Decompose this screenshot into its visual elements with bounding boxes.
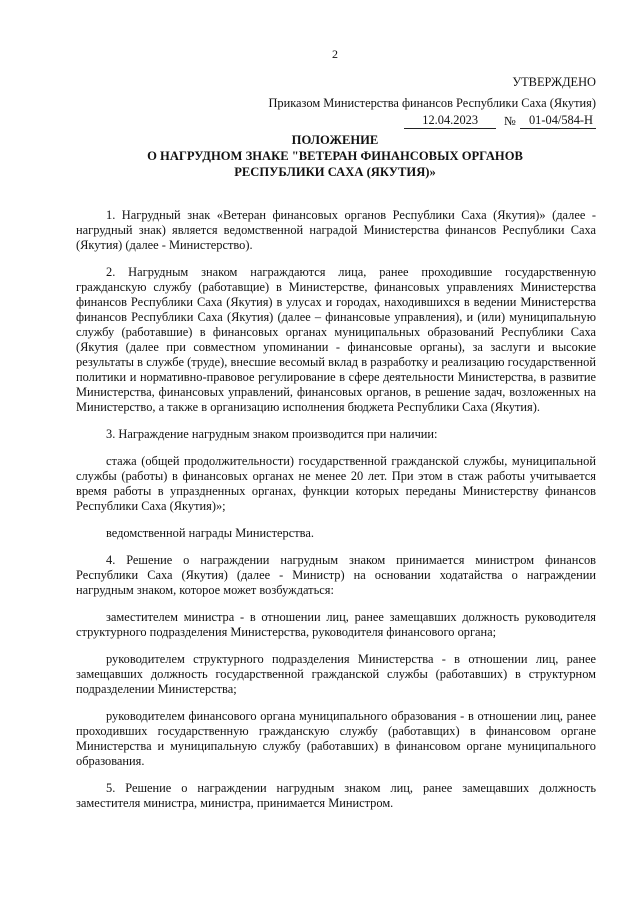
title-line-3: РЕСПУБЛИКИ САХА (ЯКУТИЯ)» — [234, 165, 436, 179]
order-date-number — [404, 113, 596, 129]
paragraph: руководителем финансового органа муниципального образования - в отношении лиц, ранее проходивших государственную гражданскую службу (работавщих) в финансовом органе Министерства и муниципальную службу (работавших) в финансовом органе муниципального образования. — [76, 709, 596, 768]
number-sign: № — [504, 114, 516, 128]
approved-label: УТВЕРЖДЕНО — [512, 75, 596, 89]
paragraph: руководителем структурного подразделения Министерства - в отношении лиц, ранее замещавших должность государственной гражданской службы (работавших) в структурном подразделении Министерства; — [76, 652, 596, 696]
title-line-2: О НАГРУДНОМ ЗНАКЕ "ВЕТЕРАН ФИНАНСОВЫХ ОРГАНОВ — [147, 149, 523, 163]
paragraph: 4. Решение о награждении нагрудным знаком принимается министром финансов Республики Саха (Якутия) (далее - Министр) на основании ходатайства о награждении нагрудным знаком, которое может возбуждаться: — [76, 553, 596, 597]
document-body — [76, 208, 596, 823]
title-line-1: ПОЛОЖЕНИЕ — [291, 133, 379, 147]
paragraph: стажа (общей продолжительности) государственной гражданской службы, муниципальной службы (работы) в финансовых органах не менее 20 лет. При этом в стаж работы учитывается время работы в упраздненных органах, функции которых переданы Министерству финансов Республики Саха (Якутия)»; — [76, 454, 596, 513]
approval-stamp — [268, 72, 596, 114]
paragraph: 1. Нагрудный знак «Ветеран финансовых органов Республики Саха (Якутия)» (далее - нагрудный знак) является ведомственной наградой Министерства финансов Республики Саха (Якутия) (далее - Министерство). — [76, 208, 596, 252]
paragraph: 2. Нагрудным знаком награждаются лица, ранее проходившие государственную гражданскую службу (работавщие) в Министерстве, финансовых управлениях Министерства финансов Республики Саха (Якутия) в улусах и городах, находившихся в ведении Министерства финансов Республики Саха (Якутия) (далее – финансовые управления), и (или) муниципальную службу (работавшие) в финансовых органах муниципальных образований Республики Саха (Якутия (далее при совместном упоминании - финансовые органы), за заслуги и высокие результаты в службе (труде), внесшие весомый вклад в разработку и реализацию государственной политики и нормативно-правовое регулирование в сфере деятельности Министерства, в развитие Министерства, финансовых управлений, финансовых органов, в решение задач, возложенных на Министерство, а также в организацию исполнения бюджета Республики Саха (Якутия). — [76, 265, 596, 414]
paragraph: 3. Награждение нагрудным знаком производится при наличии: — [106, 427, 438, 441]
approved-by-order: Приказом Министерства финансов Республики Саха (Якутия) — [268, 96, 596, 110]
order-date: 12.04.2023 — [404, 113, 496, 129]
paragraph: ведомственной награды Министерства. — [106, 526, 314, 540]
order-number: 01-04/584-Н — [520, 113, 596, 129]
document-title — [0, 132, 640, 180]
paragraph: 5. Решение о награждении нагрудным знаком лиц, ранее замещавших должность заместителя министра, министра, принимается Министром. — [76, 781, 596, 810]
paragraph: заместителем министра - в отношении лиц, ранее замещавших должность руководителя структурного подразделения Министерства, руководителя финансового органа; — [76, 610, 596, 639]
page-number: 2 — [332, 47, 338, 61]
